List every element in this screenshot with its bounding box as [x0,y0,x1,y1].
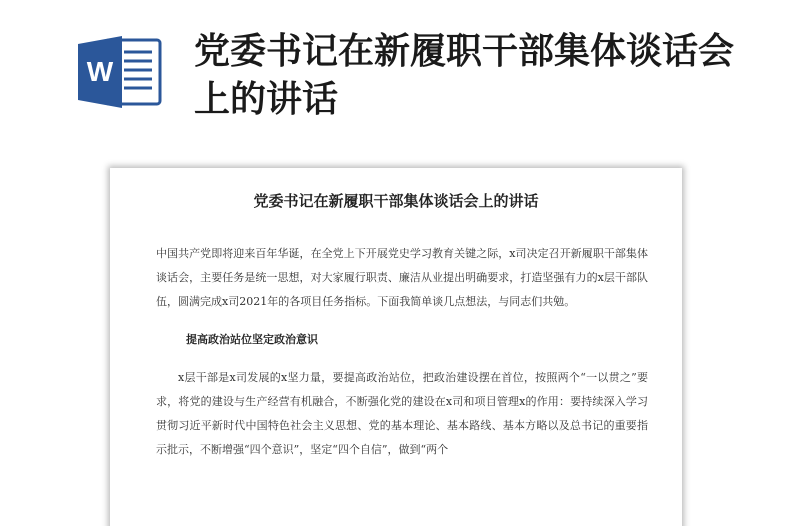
document-paragraph: 中国共产党即将迎来百年华诞，在全党上下开展党史学习教育关键之际，x司决定召开新履职干部集体谈话会，主要任务是统一思想，对大家履行职责、廉洁从业提出明确要求，打造坚强有力的x层干部队伍，圆满完成x司2021年的各项目任务指标。下面我简单谈几点想法，与同志们共勉。 [156,247,648,308]
header [0,0,800,150]
document-body [156,242,648,462]
word-document-icon [76,34,164,110]
document-preview-area [0,150,800,526]
section-heading: 提高政治站位坚定政治意识 [186,333,318,346]
document-page [110,168,682,526]
page-title: 党委书记在新履职干部集体谈话会上的讲话 [194,31,735,120]
document-title: 党委书记在新履职干部集体谈话会上的讲话 [253,192,539,210]
document-paragraph: x层干部是x司发展的x坚力量，要提高政治站位，把政治建设摆在首位，按照两个“一以贯之”要求，将党的建设与生产经营有机融合，不断强化党的建设在x司和项目管理x的作用：要持续深入学习贯彻习近平新时代中国特色社会主义思想、党的基本理论、基本路线、基本方略以及总书记的重要指示批示，不断增强“四个意识”，坚定“四个自信”，做到“两个 [156,371,648,456]
word-icon-letter: W [86,56,114,87]
